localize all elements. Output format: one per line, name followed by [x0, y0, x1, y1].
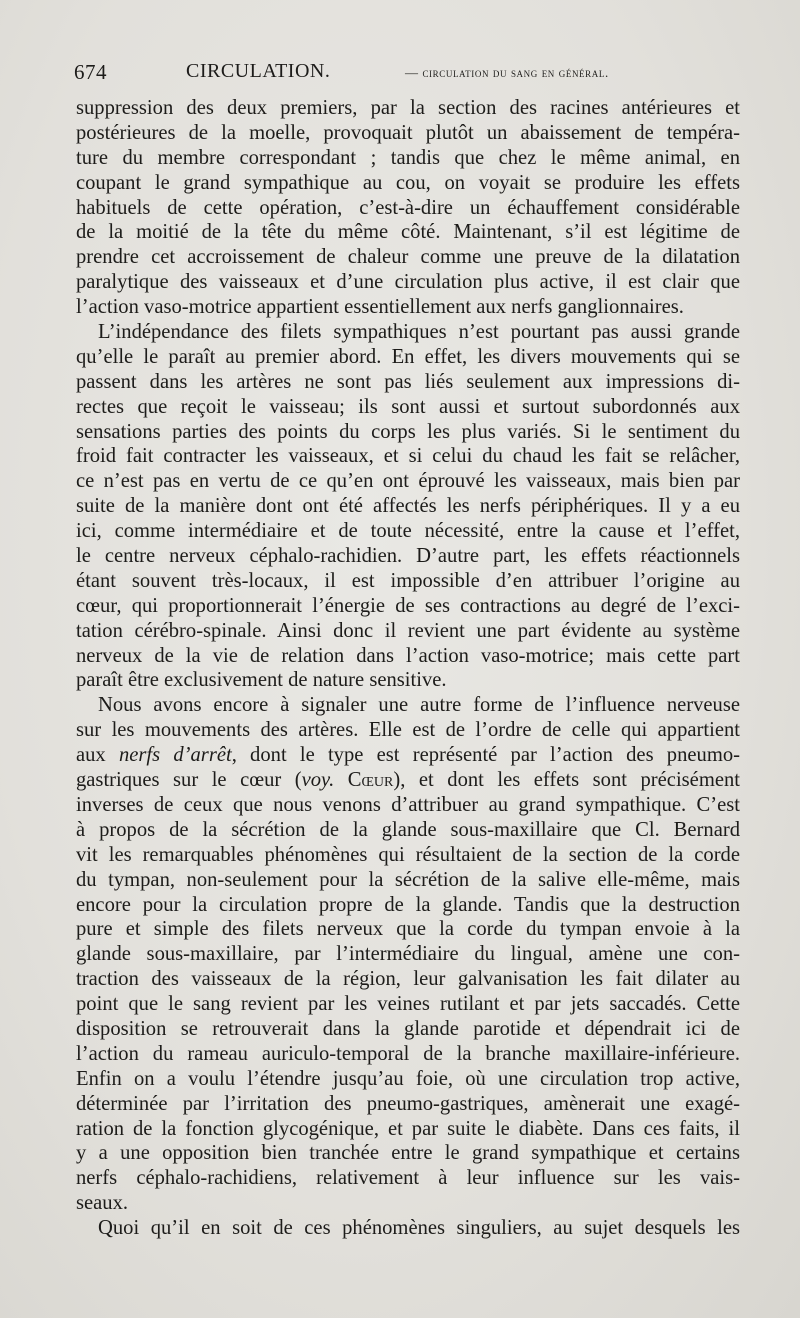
text-line: le centre nerveux céphalo-rachidien. D’autre part, les effets réactionnels — [76, 545, 740, 568]
italic-term: nerfs d’arrêt — [118, 744, 232, 767]
paragraph — [76, 693, 740, 1216]
cross-reference: Cœur — [347, 769, 394, 792]
text-line: suppression des deux premiers, par la section des racines antérieures et — [76, 97, 740, 119]
text-line: point que le sang revient par les veines rutilant et par jets saccadés. Cette — [76, 993, 740, 1016]
text-line: nerveux de la vie de relation dans l’action vaso-motrice; mais cette part — [76, 644, 740, 667]
text-line — [76, 743, 740, 768]
text-line: étant souvent très-locaux, il est impossible d’en attribuer l’origine au — [76, 569, 740, 592]
text-line: l’action du rameau auriculo-temporal de la branche maxillaire-inférieure. — [76, 1042, 740, 1065]
text-line — [76, 768, 740, 793]
text-line: ture du membre correspondant ; tandis que chez le même animal, en — [76, 146, 740, 169]
running-header — [74, 60, 754, 90]
text-line: ce n’est pas en vertu de ce qu’en ont éprouvé les vaisseaux, mais bien par — [76, 470, 740, 493]
text-line: du tympan, non-seulement pour la sécrétion de la salive elle-même, mais — [76, 868, 740, 891]
text-line: paraît être exclusivement de nature sensitive. — [76, 669, 447, 692]
text-segment: aux — [76, 744, 119, 767]
text-line: ici, comme intermédiaire et de toute nécessité, entre la cause et l’effet, — [76, 520, 740, 543]
text-segment: gastriques sur le cœur ( — [76, 769, 302, 792]
body-text — [76, 96, 740, 1241]
text-line: ration de la fonction glycogénique, et par suite le diabète. Dans ces faits, il — [76, 1117, 740, 1140]
text-line: prendre cet accroissement de chaleur comme une preuve de la dilatation — [76, 246, 740, 269]
text-line: inverses de ceux que nous venons d’attribuer au grand sympathique. C’est — [76, 793, 740, 816]
text-line: sensations parties des points du corps les plus variés. Si le sentiment du — [76, 420, 740, 443]
text-line: habituels de cette opération, c’est-à-dire un échauffement considérable — [76, 196, 740, 219]
text-line: encore pour la circulation propre de la glande. Tandis que la destruction — [76, 893, 740, 916]
text-line: paralytique des vaisseaux et d’une circulation plus active, il est clair que — [76, 271, 740, 294]
text-line: postérieures de la moelle, provoquait plutôt un abaissement de tempéra- — [76, 121, 740, 144]
text-line: Quoi qu’il en soit de ces phénomènes singuliers, au sujet desquels les — [98, 1217, 740, 1240]
text-segment: , dont le type est représenté par l’action des pneumo- — [231, 744, 740, 767]
text-line: glande sous-maxillaire, par l’intermédiaire du lingual, amène une con- — [76, 943, 740, 966]
text-line: coupant le grand sympathique au cou, on voyait se produire les effets — [76, 171, 740, 194]
text-line: l’action vaso-motrice appartient essentiellement aux nerfs ganglionnaires. — [76, 296, 684, 319]
text-line: cœur, qui proportionnerait l’énergie de ses contractions au degré de l’exci- — [76, 594, 740, 617]
page-number: 674 — [74, 60, 107, 84]
text-line: sur les mouvements des artères. Elle est de l’ordre de celle qui appartient — [76, 719, 740, 742]
text-segment — [334, 769, 348, 791]
text-line: à propos de la sécrétion de la glande sous-maxillaire que Cl. Bernard — [76, 818, 740, 841]
text-line: L’indépendance des filets sympathiques n’est pourtant pas aussi grande — [98, 321, 740, 344]
text-line: Nous avons encore à signaler une autre forme de l’influence nerveuse — [98, 694, 740, 717]
text-line: tation cérébro-spinale. Ainsi donc il revient une part évidente au système — [76, 619, 740, 642]
text-line: qu’elle le paraît au premier abord. En effet, les divers mouvements qui se — [76, 345, 740, 368]
text-line: déterminée par l’irritation des pneumo-gastriques, amènerait une exagé- — [76, 1092, 740, 1115]
text-segment: ), et dont les effets sont précisément — [393, 769, 740, 792]
text-line: seaux. — [76, 1192, 129, 1215]
text-line: traction des vaisseaux de la région, leur galvanisation les fait dilater au — [76, 968, 740, 991]
text-line: y a une opposition bien tranchée entre le grand sympathique et certains — [76, 1142, 740, 1165]
text-line: nerfs céphalo-rachidiens, relativement à leur influence sur les vais- — [76, 1167, 740, 1190]
text-line: passent dans les artères ne sont pas liés seulement aux impressions di- — [76, 370, 740, 393]
text-line: disposition se retrouverait dans la glande parotide et dépendrait ici de — [76, 1017, 740, 1040]
text-line: pure et simple des filets nerveux que la corde du tympan envoie à la — [76, 918, 740, 941]
italic-term: voy. — [301, 769, 335, 792]
text-line: vit les remarquables phénomènes qui résultaient de la section de la corde — [76, 843, 740, 866]
text-line: froid fait contracter les vaisseaux, et si celui du chaud les fait se relâcher, — [76, 445, 740, 468]
paragraph — [76, 96, 740, 320]
running-title: CIRCULATION. — [186, 60, 331, 82]
text-line: rectes que reçoit le vaisseau; ils sont aussi et surtout subordonnés aux — [76, 395, 740, 418]
paragraph — [76, 320, 740, 693]
text-line: suite de la manière dont ont été affectés les nerfs périphériques. Il y a eu — [76, 495, 740, 518]
text-line: Enfin on a voulu l’étendre jusqu’au foie, où une circulation trop active, — [76, 1067, 740, 1090]
paragraph — [76, 1216, 740, 1241]
text-line: de la moitié de la tête du même côté. Maintenant, s’il est légitime de — [76, 221, 740, 244]
running-subtitle: — circulation du sang en général. — [405, 65, 609, 80]
